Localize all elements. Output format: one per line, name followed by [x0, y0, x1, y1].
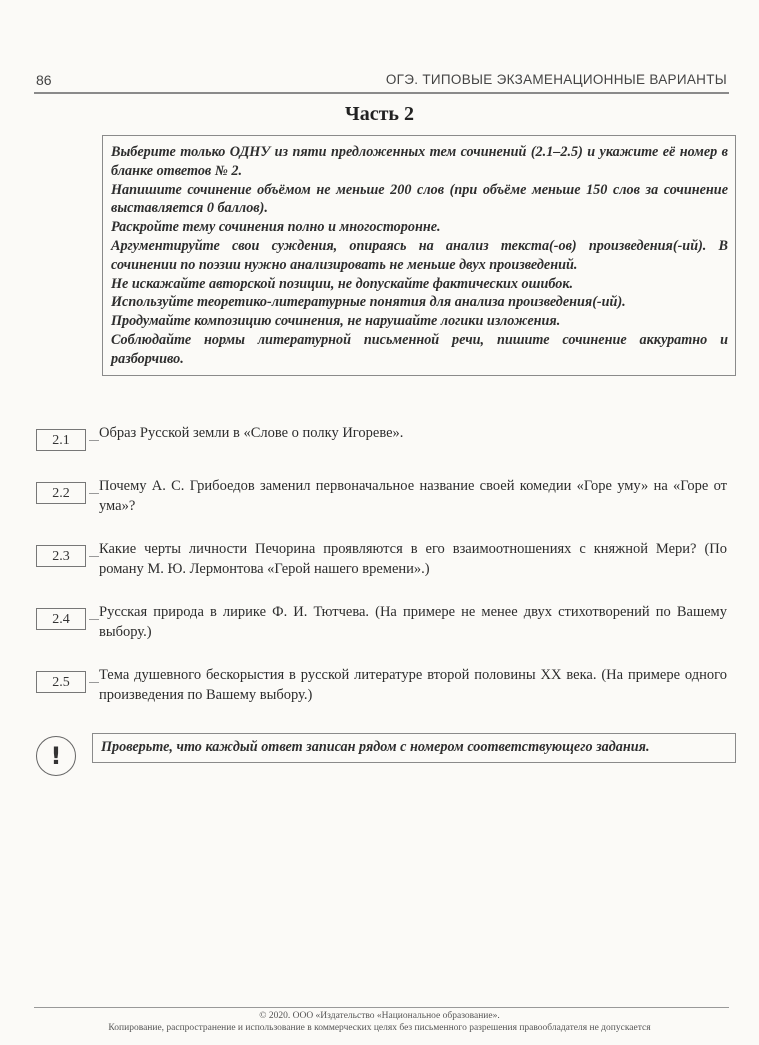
task-text: Русская природа в лирике Ф. И. Тютчева. (На примере не менее двух стихотворений по Вашему выбору.) [99, 604, 727, 640]
instruction-line: Раскройте тему сочинения полно и многосторонне. [111, 219, 441, 236]
instruction-line: Соблюдайте нормы литературной письменной речи, пишите сочинение аккуратно и разборчиво. [111, 331, 728, 367]
instruction-line: Аргументируйте свои суждения, опираясь на анализ текста(-ов) произведения(-ий). В сочинении по поэзии нужно анализировать не меньше двух произведений. [111, 237, 728, 273]
note-box: Проверьте, что каждый ответ записан рядом с номером соответствующего задания. [92, 733, 736, 763]
task-text: Почему А. С. Грибоедов заменил первоначальное название своей комедии «Горе уму» на «Горе от ума»? [99, 478, 727, 514]
running-title: ОГЭ. ТИПОВЫЕ ЭКЗАМЕНАЦИОННЫЕ ВАРИАНТЫ [385, 72, 727, 87]
task-number-box: 2.4 [36, 608, 86, 630]
footer-copyright: © 2020. ООО «Издательство «Национальное образование». [259, 1011, 500, 1021]
part-title: Часть 2 [345, 103, 414, 125]
instructions-box [102, 135, 736, 376]
instruction-line: Не искажайте авторской позиции, не допускайте фактических ошибок. [111, 275, 574, 292]
task-text: Какие черты личности Печорина проявляются в его взаимоотношениях с княжной Мери? (По роману М. Ю. Лермонтова «Герой нашего времени».) [99, 541, 727, 577]
instruction-line: Продумайте композицию сочинения, не нарушайте логики изложения. [111, 313, 561, 330]
task-text: Тема душевного бескорыстия в русской литературе второй половины XX века. (На примере одного произведения по Вашему выбору.) [99, 667, 727, 703]
exclamation-circle-icon: ! [36, 736, 76, 776]
task-text: Образ Русской земли в «Слове о полку Игореве». [99, 425, 404, 441]
task-number-box: 2.3 [36, 545, 86, 567]
footer-rule [34, 1007, 729, 1008]
page-number: 86 [36, 72, 52, 88]
task-number-box: 2.1 [36, 429, 86, 451]
instruction-line: Выберите только ОДНУ из пяти предложенных тем сочинений (2.1–2.5) и укажите её номер в бланке ответов № 2. [111, 144, 728, 179]
instruction-line: Напишите сочинение объёмом не меньше 200 слов (при объёме меньше 150 слов за сочинение выставляется 0 баллов). [111, 181, 728, 217]
task-number-box: 2.5 [36, 671, 86, 693]
instruction-line: Используйте теоретико-литературные понятия для анализа произведения(-ий). [111, 294, 626, 311]
footer-notice: Копирование, распространение и использование в коммерческих целях без письменного разрешения правообладателя не допускается [108, 1023, 651, 1033]
header-rule [34, 92, 729, 94]
task-number-box: 2.2 [36, 482, 86, 504]
